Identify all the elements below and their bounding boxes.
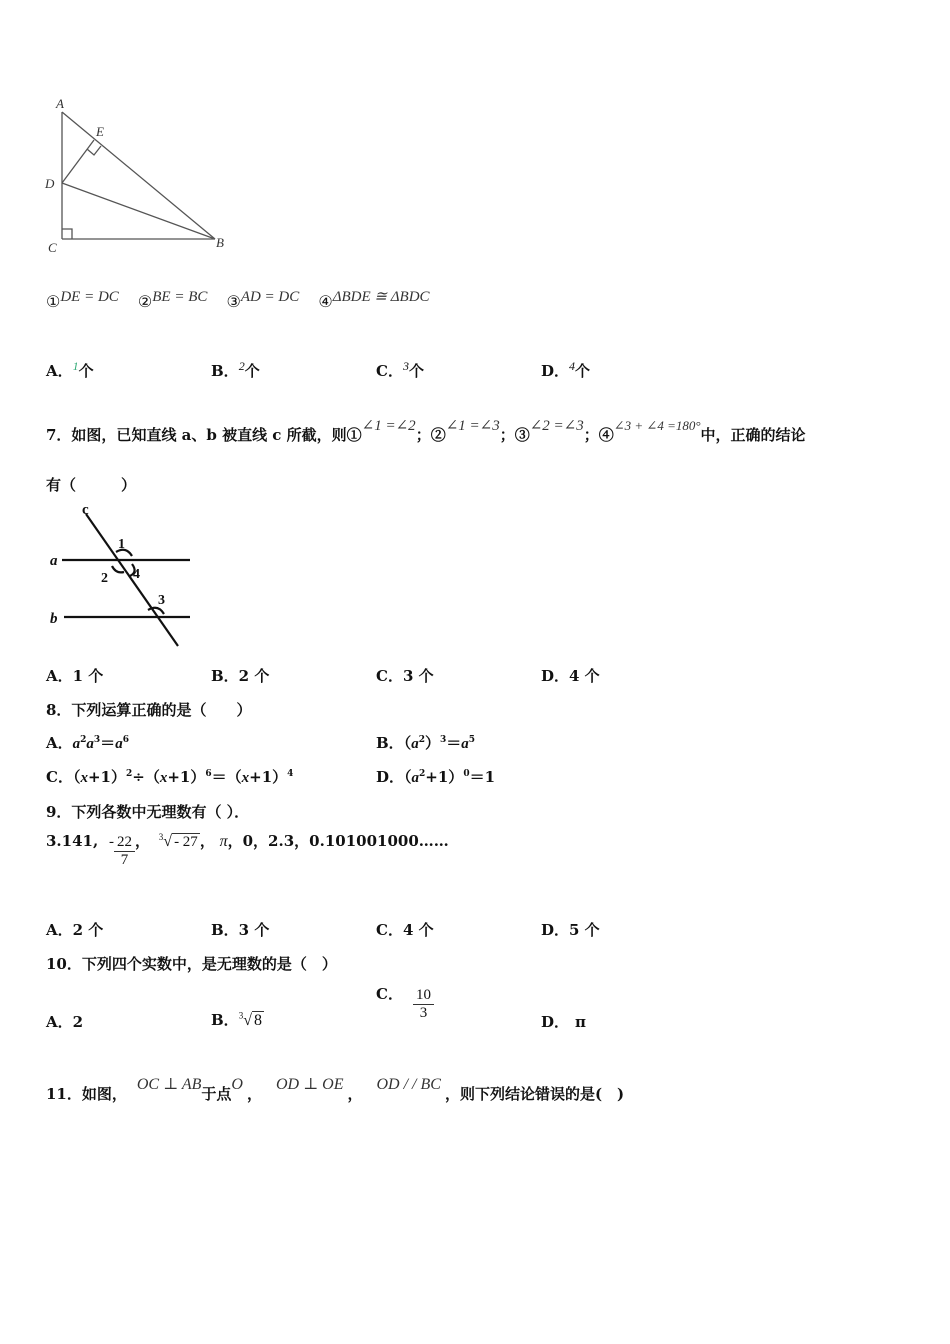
option-number: 4 bbox=[569, 359, 576, 373]
fraction-10-3 bbox=[413, 987, 434, 1022]
term: +1） bbox=[87, 768, 126, 786]
option-letter: D． bbox=[541, 1013, 570, 1031]
fraction-22-7 bbox=[114, 834, 135, 869]
cube-root-8: $^3$√ 8 bbox=[238, 1010, 262, 1029]
q10-option-c[interactable] bbox=[376, 987, 434, 1022]
exp: 6 bbox=[205, 769, 212, 779]
divide: ÷（ bbox=[132, 768, 160, 786]
label-d: D bbox=[45, 176, 55, 191]
q7-option-c[interactable]: C．3 个 bbox=[376, 667, 434, 685]
right-angle-c bbox=[62, 229, 72, 239]
statement-4: ΔBDE ≅ ΔBDC bbox=[332, 289, 430, 305]
exp: 2 bbox=[418, 735, 425, 745]
var: x bbox=[159, 770, 168, 786]
segment-db bbox=[62, 183, 215, 239]
q9-number-list bbox=[46, 834, 449, 869]
label-a: A bbox=[56, 96, 64, 111]
q7-sep-4: ；④ bbox=[583, 426, 614, 444]
paren: （ bbox=[72, 768, 81, 786]
q6-option-a[interactable] bbox=[46, 360, 94, 381]
circled-2: ② bbox=[137, 292, 153, 311]
circled-4: ④ bbox=[318, 292, 333, 311]
exp: 4 bbox=[287, 769, 294, 779]
label-e: E bbox=[96, 124, 104, 139]
exp: 3 bbox=[439, 735, 447, 745]
statement-1: DE = DC bbox=[60, 289, 119, 305]
option-letter: D． bbox=[376, 768, 405, 786]
option-letter: A． bbox=[46, 362, 73, 380]
exp: 2 bbox=[419, 769, 426, 779]
angle-label-4: 4 bbox=[133, 567, 140, 582]
numerator: 10 bbox=[413, 987, 434, 1005]
equals: ＝ bbox=[446, 734, 462, 752]
option-unit: 个 bbox=[575, 362, 591, 380]
term: +1） bbox=[249, 768, 288, 786]
option-letter: D． bbox=[541, 362, 570, 380]
var: a bbox=[115, 736, 123, 752]
q7-sep-2: ；② bbox=[415, 426, 446, 444]
label-a: a bbox=[50, 553, 58, 569]
option-unit: 个 bbox=[408, 362, 424, 380]
line-c bbox=[86, 514, 178, 646]
cube-root-neg27: $^3$√ - 27 bbox=[158, 832, 198, 850]
comma: ， bbox=[347, 1085, 363, 1103]
triangle-figure bbox=[40, 94, 240, 259]
q11-expr-2: O bbox=[231, 1076, 243, 1093]
q6-option-d[interactable] bbox=[541, 360, 590, 381]
root-index: 3 bbox=[238, 1010, 244, 1021]
var: x bbox=[241, 770, 250, 786]
exp: 2 bbox=[80, 735, 87, 745]
q9-option-a[interactable]: A．2 个 bbox=[46, 921, 104, 939]
angle-label-1: 1 bbox=[118, 537, 125, 552]
q7-expr-4: ∠3 + ∠4 =180° bbox=[613, 418, 701, 433]
q11-expr-4: OD / / BC bbox=[376, 1076, 441, 1093]
var: a bbox=[411, 770, 420, 786]
exp: 3 bbox=[93, 735, 101, 745]
value-rest: ，0，2.3，0.101001000…… bbox=[227, 832, 449, 850]
q7-expr-1: ∠1 =∠2 bbox=[361, 418, 416, 434]
q9-option-c[interactable]: C．4 个 bbox=[376, 921, 434, 939]
option-number: 1 bbox=[72, 359, 79, 373]
equals: ＝（ bbox=[211, 768, 242, 786]
q7-stem-text: 7．如图，已知直线 a、b 被直线 c 所截，则① bbox=[46, 426, 362, 444]
q6-statements bbox=[46, 289, 430, 312]
q11-stem-text: 11．如图， bbox=[46, 1085, 127, 1103]
statement-3: AD = DC bbox=[240, 289, 300, 305]
statement-2: BE = BC bbox=[152, 289, 208, 305]
parallel-lines-figure bbox=[44, 500, 204, 652]
q7-expr-3: ∠2 =∠3 bbox=[529, 418, 584, 434]
q11-stem-tail: ，则下列结论错误的是( ) bbox=[444, 1085, 625, 1103]
equals: ＝1 bbox=[469, 768, 496, 786]
option-letter: B． bbox=[211, 1011, 239, 1029]
q10-option-b[interactable] bbox=[211, 1009, 264, 1030]
q11-text-1: 于点 bbox=[201, 1085, 232, 1103]
option-letter: A． bbox=[46, 734, 73, 752]
var: a bbox=[411, 736, 419, 752]
comma: ， bbox=[134, 832, 150, 850]
angle-label-2: 2 bbox=[101, 571, 108, 586]
numerator: 22 bbox=[114, 834, 135, 852]
q8-option-a[interactable] bbox=[46, 732, 129, 753]
q10-stem: 10．下列四个实数中，是无理数的是（ ） bbox=[46, 955, 337, 973]
label-c: C bbox=[48, 240, 57, 255]
equals: ＝ bbox=[100, 734, 116, 752]
paren: （ bbox=[404, 768, 412, 786]
option-letter: C． bbox=[46, 768, 73, 786]
var: a bbox=[86, 736, 94, 752]
denominator: 3 bbox=[419, 1005, 428, 1021]
q11-expr-1: OC ⊥ AB bbox=[136, 1076, 202, 1093]
q6-option-c[interactable] bbox=[376, 360, 424, 381]
q7-sep-3: ；③ bbox=[499, 426, 530, 444]
option-unit: 个 bbox=[244, 362, 260, 380]
circled-1: ① bbox=[46, 292, 61, 311]
q6-option-b[interactable] bbox=[211, 360, 260, 381]
option-value: π bbox=[575, 1013, 586, 1031]
option-letter: C． bbox=[376, 985, 403, 1003]
q7-stem bbox=[46, 418, 806, 445]
label-b: b bbox=[50, 611, 58, 627]
option-letter: B． bbox=[211, 362, 239, 380]
value-3141: 3.141, bbox=[46, 832, 99, 850]
q7-option-a[interactable]: A．1 个 bbox=[46, 667, 104, 685]
q7-option-d[interactable]: D．4 个 bbox=[541, 667, 600, 685]
q11-stem bbox=[46, 1076, 625, 1104]
circled-3: ③ bbox=[226, 292, 241, 311]
q7-expr-2: ∠1 =∠3 bbox=[445, 418, 500, 434]
option-letter: A． bbox=[46, 1013, 73, 1031]
exp: 2 bbox=[125, 769, 133, 779]
minus-sign: - bbox=[108, 834, 114, 850]
radicand: - 27 bbox=[174, 834, 198, 850]
q8-option-c[interactable] bbox=[46, 766, 293, 787]
q9-option-b[interactable]: B．3 个 bbox=[211, 921, 270, 939]
q11-expr-3: OD ⊥ OE bbox=[276, 1076, 344, 1093]
exp: 5 bbox=[468, 735, 476, 745]
exp: 6 bbox=[122, 735, 129, 745]
label-c: c bbox=[82, 502, 89, 518]
denominator: 7 bbox=[120, 852, 129, 868]
option-value: 2 bbox=[72, 1013, 84, 1031]
option-unit: 个 bbox=[78, 362, 94, 380]
pi-symbol: π bbox=[219, 833, 228, 850]
option-letter: B． bbox=[376, 734, 404, 752]
radicand: 8 bbox=[253, 1012, 262, 1029]
option-number: 2 bbox=[238, 359, 245, 373]
q7-stem-line2: 有（ ） bbox=[46, 476, 137, 494]
paren: （ bbox=[403, 734, 412, 752]
segment-de bbox=[62, 140, 94, 183]
paren: ） bbox=[424, 734, 440, 752]
label-b: B bbox=[216, 235, 224, 250]
comma: ， bbox=[246, 1085, 262, 1103]
q9-option-d[interactable]: D．5 个 bbox=[541, 921, 600, 939]
term: +1） bbox=[167, 768, 206, 786]
option-letter: C． bbox=[376, 362, 403, 380]
q7-option-b[interactable]: B．2 个 bbox=[211, 667, 270, 685]
option-number: 3 bbox=[402, 359, 409, 373]
q8-option-b[interactable] bbox=[376, 732, 475, 753]
var: x bbox=[80, 770, 88, 786]
q8-option-d[interactable] bbox=[376, 766, 495, 787]
term: +1） bbox=[425, 768, 464, 786]
comma: ， bbox=[199, 832, 215, 850]
q10-option-d[interactable] bbox=[541, 1011, 586, 1032]
q7-stem-tail: 中，正确的结论 bbox=[700, 426, 806, 444]
angle-label-3: 3 bbox=[158, 593, 165, 608]
q10-option-a[interactable] bbox=[46, 1011, 83, 1032]
side-ab bbox=[62, 112, 215, 239]
q8-stem: 8．下列运算正确的是（ ） bbox=[46, 701, 252, 719]
exp: 0 bbox=[463, 769, 470, 779]
q9-stem: 9．下列各数中无理数有（ ）． bbox=[46, 803, 250, 821]
var: a bbox=[72, 736, 81, 752]
var: a bbox=[461, 736, 469, 752]
root-index: 3 bbox=[158, 832, 164, 842]
